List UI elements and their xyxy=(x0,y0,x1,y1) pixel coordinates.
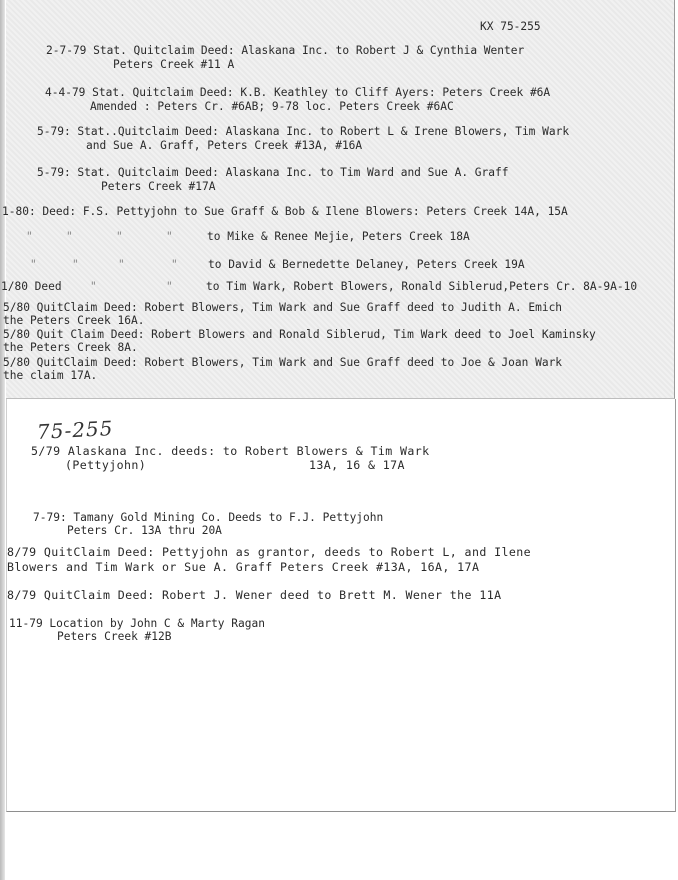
entry-line: the Peters Creek 8A. xyxy=(3,341,138,354)
entry-line: the claim 17A. xyxy=(3,369,98,382)
entry-line: (Pettyjohn) xyxy=(65,458,147,472)
entry-line: 1-80: Deed: F.S. Pettyjohn to Sue Graff & Bob & Ilene Blowers: Peters Creek 14A, 15A xyxy=(2,205,568,218)
ditto-mark: " xyxy=(30,258,37,271)
entry-line: 5/80 Quit Claim Deed: Robert Blowers and Ronald Siblerud, Tim Wark deed to Joel Kaminsky xyxy=(3,328,596,341)
entry-line: 13A, 16 & 17A xyxy=(309,458,405,472)
entry-line: 1/80 Deed xyxy=(1,280,62,293)
handwritten-file-number: 75-255 xyxy=(36,416,114,444)
entry-line: 5-79: Stat..Quitclaim Deed: Alaskana Inc. to Robert L & Irene Blowers, Tim Wark xyxy=(37,125,570,138)
entry-line: Peters Cr. 13A thru 20A xyxy=(67,524,222,537)
ditto-mark: " xyxy=(118,258,125,271)
file-number: KX 75-255 xyxy=(480,20,541,33)
card-stack-edge xyxy=(0,0,5,880)
index-card-top xyxy=(1,0,675,399)
entry-line: 5/80 QuitClaim Deed: Robert Blowers, Tim Wark and Sue Graff deed to Judith A. Emich xyxy=(3,301,563,314)
entry-line: 8/79 QuitClaim Deed: Robert J. Wener deed to Brett M. Wener the 11A xyxy=(7,588,502,602)
entry-line: the Peters Creek 16A. xyxy=(3,314,145,327)
entry-line: Blowers and Tim Wark or Sue A. Graff Peters Creek #13A, 16A, 17A xyxy=(7,560,480,574)
entry-line: 11-79 Location by John C & Marty Ragan xyxy=(9,617,265,630)
ditto-mark: " xyxy=(90,280,97,293)
entry-line: Peters Creek #17A xyxy=(101,180,216,193)
ditto-mark: " xyxy=(26,230,33,243)
index-card-bottom xyxy=(6,399,676,812)
entry-line: 5/79 Alaskana Inc. deeds: to Robert Blowers & Tim Wark xyxy=(31,444,430,458)
entry-line: 5/80 QuitClaim Deed: Robert Blowers, Tim Wark and Sue Graff deed to Joe & Joan Wark xyxy=(3,356,563,369)
entry-line: 7-79: Tamany Gold Mining Co. Deeds to F.J. Pettyjohn xyxy=(33,511,384,524)
entry-line: 2-7-79 Stat. Quitclaim Deed: Alaskana Inc. to Robert J & Cynthia Wenter xyxy=(46,44,525,57)
ditto-mark: " xyxy=(171,258,178,271)
entry-line: 4-4-79 Stat. Quitclaim Deed: K.B. Keathley to Cliff Ayers: Peters Creek #6A xyxy=(45,86,551,99)
entry-line: to David & Bernedette Delaney, Peters Creek 19A xyxy=(208,258,525,271)
ditto-mark: " xyxy=(72,258,79,271)
ditto-mark: " xyxy=(116,230,123,243)
entry-line: 5-79: Stat. Quitclaim Deed: Alaskana Inc. to Tim Ward and Sue A. Graff xyxy=(37,166,509,179)
entry-line: and Sue A. Graff, Peters Creek #13A, #16A xyxy=(86,139,363,152)
entry-line: Peters Creek #11 A xyxy=(113,58,235,71)
entry-line: Peters Creek #12B xyxy=(57,630,172,643)
entry-line: to Mike & Renee Mejie, Peters Creek 18A xyxy=(207,230,470,243)
ditto-mark: " xyxy=(166,280,173,293)
entry-line: to Tim Wark, Robert Blowers, Ronald Siblerud,Peters Cr. 8A-9A-10 xyxy=(206,280,638,293)
ditto-mark: " xyxy=(166,230,173,243)
ditto-mark: " xyxy=(66,230,73,243)
entry-line: Amended : Peters Cr. #6AB; 9-78 loc. Peters Creek #6AC xyxy=(90,100,454,113)
entry-line: 8/79 QuitClaim Deed: Pettyjohn as grantor, deeds to Robert L, and Ilene xyxy=(7,545,531,559)
